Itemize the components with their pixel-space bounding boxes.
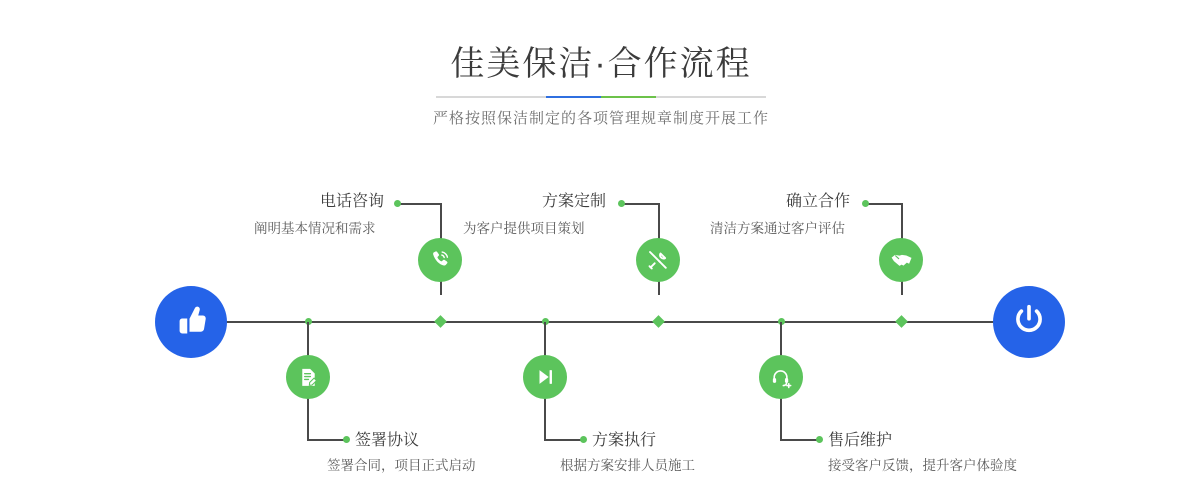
step-desc-1: 阐明基本情况和需求 [254,221,376,236]
step-icon-6 [759,355,803,399]
connector-tip-4 [580,436,587,443]
step-desc-2: 签署合同，项目正式启动 [327,458,476,473]
title-divider [436,96,766,98]
thumbs-up-icon [173,302,209,343]
timeline-start-node [155,286,227,358]
connector-hline-5 [866,203,901,205]
step-icon-1 [418,238,462,282]
connector-tip-5 [862,200,869,207]
step-label-6: 售后维护 [828,432,893,449]
play-next-icon [534,366,556,388]
step-label-4: 方案执行 [592,432,657,449]
connector-hline-2 [307,439,345,441]
step-desc-6: 接受客户反馈，提升客户体验度 [828,458,1017,473]
connector-hline-4 [544,439,582,441]
step-label-2: 签署协议 [355,432,420,449]
axis-marker-5 [895,315,908,328]
step-label-5: 确立合作 [786,193,851,210]
divider-blue-segment [546,96,601,98]
step-icon-5 [879,238,923,282]
step-desc-4: 根据方案安排人员施工 [560,458,695,473]
connector-tip-2 [343,436,350,443]
handshake-icon [889,248,914,273]
step-icon-4 [523,355,567,399]
step-label-1: 电话咨询 [320,193,385,210]
connector-hline-1 [398,203,440,205]
connector-tip-6 [816,436,823,443]
page-subtitle: 严格按照保洁制定的各项管理规章制度开展工作 [432,110,769,127]
step-desc-3: 为客户提供项目策划 [463,221,585,236]
step-icon-2 [286,355,330,399]
connector-tip-3 [618,200,625,207]
step-icon-3 [636,238,680,282]
divider-green-segment [601,96,656,98]
axis-marker-3 [652,315,665,328]
power-icon [1010,301,1048,344]
axis-marker-1 [434,315,447,328]
document-edit-icon [297,366,320,389]
step-desc-5: 清洁方案通过客户评估 [710,221,845,236]
headset-support-icon [770,366,793,389]
connector-tip-1 [394,200,401,207]
connector-hline-3 [622,203,658,205]
timeline-end-node [993,286,1065,358]
phone-call-icon [428,248,452,272]
page-title: 佳美保洁·合作流程 [450,45,752,83]
tools-icon [646,248,670,272]
step-label-3: 方案定制 [542,193,607,210]
connector-hline-6 [780,439,818,441]
